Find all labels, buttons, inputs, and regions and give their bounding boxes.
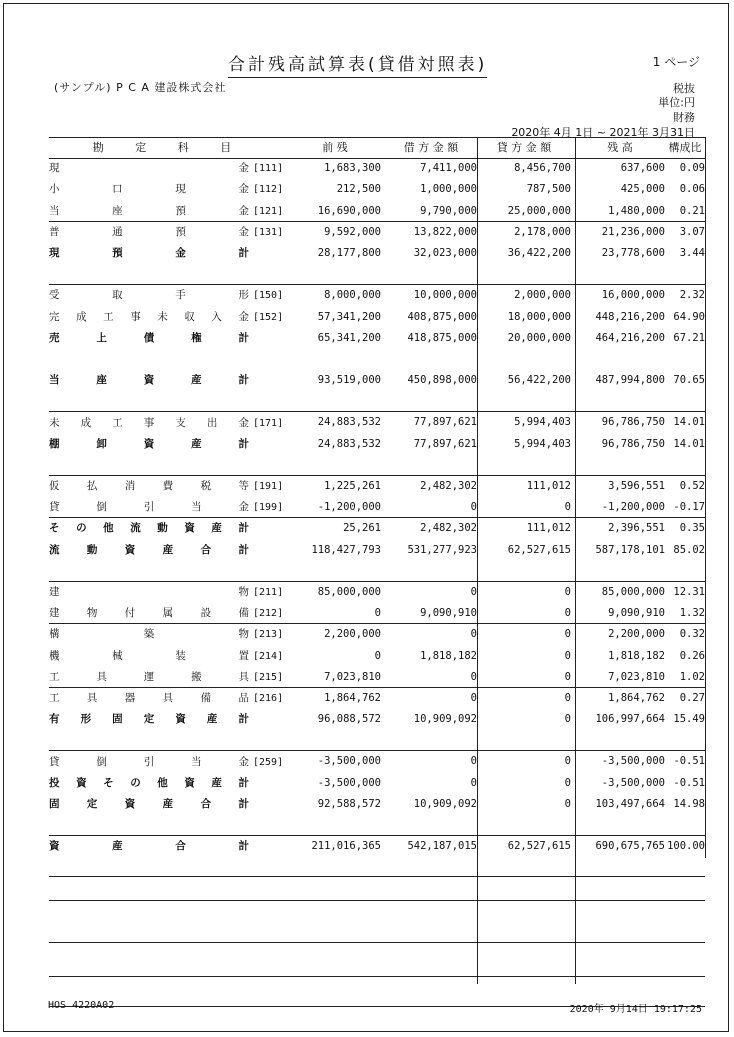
prev-balance-cell: -3,500,000: [317, 755, 381, 768]
credit-cell: 787,500: [526, 183, 571, 196]
prev-balance-cell: 212,500: [336, 183, 381, 196]
prev-balance-cell: 65,341,200: [317, 331, 381, 344]
credit-cell: 5,994,403: [514, 416, 571, 429]
account-code: [211]: [253, 587, 284, 599]
credit-cell: 0: [564, 501, 571, 514]
prev-balance-cell: 92,588,572: [317, 797, 381, 810]
ratio-cell: -0.51: [673, 755, 705, 768]
debit-cell: 0: [470, 755, 477, 768]
balance-cell: 587,178,101: [595, 543, 665, 556]
header-balance: 残 高: [607, 141, 633, 154]
ratio-cell: 67.21: [673, 331, 705, 344]
debit-cell: 0: [470, 628, 477, 641]
spacer-row: [49, 349, 705, 370]
account-name: 工 具 器 具 備 品: [49, 691, 249, 704]
account-cell: [49, 646, 289, 667]
account-cell: [49, 243, 289, 264]
ratio-cell: 2.32: [679, 289, 705, 302]
prev-balance-cell: 93,519,000: [317, 374, 381, 387]
credit-cell: 0: [564, 755, 571, 768]
account-cell: [49, 518, 289, 539]
prev-balance-cell: 7,023,810: [324, 670, 381, 683]
credit-cell: 5,994,403: [514, 437, 571, 450]
account-code: [213]: [253, 629, 284, 641]
account-code: [131]: [253, 226, 284, 238]
account-name: 工 具 運 搬 具: [49, 670, 249, 683]
table-row: [49, 307, 705, 328]
blank-rule: [49, 976, 705, 977]
credit-cell: 0: [564, 691, 571, 704]
table-row: [49, 836, 705, 857]
account-name: 有 形 固 定 資 産 計: [49, 713, 249, 726]
balance-cell: 2,200,000: [608, 628, 665, 641]
balance-cell: 106,997,664: [595, 713, 665, 726]
balance-cell: 1,818,182: [608, 649, 665, 662]
debit-cell: 13,822,000: [413, 225, 477, 238]
prev-balance-cell: 1,225,261: [324, 480, 381, 492]
table-header-row: [49, 137, 705, 158]
credit-cell: 111,012: [526, 522, 571, 535]
balance-cell: -1,200,000: [601, 501, 665, 514]
table-row: [49, 158, 705, 179]
balance-cell: 690,675,765: [595, 840, 665, 853]
balance-cell: 1,480,000: [608, 204, 665, 217]
account-cell: [49, 476, 289, 497]
credit-cell: 25,000,000: [507, 204, 571, 217]
table-row: [49, 328, 705, 349]
balance-cell: 96,786,750: [601, 416, 665, 429]
debit-cell: 7,411,000: [420, 162, 477, 175]
ratio-cell: 70.65: [673, 374, 705, 387]
table-row: [49, 603, 705, 624]
report-title: 合計残高試算表(貸借対照表): [228, 50, 487, 78]
account-name: 貸 倒 引 当 金: [49, 755, 249, 768]
balance-cell: 16,000,000: [601, 289, 665, 302]
spacer-row: [49, 455, 705, 476]
account-code: [214]: [253, 650, 284, 662]
table-row: [49, 434, 705, 455]
debit-cell: 10,909,092: [413, 797, 477, 810]
account-cell: [49, 836, 289, 857]
ratio-cell: -0.51: [673, 776, 705, 789]
credit-cell: 0: [564, 776, 571, 789]
ratio-cell: 1.32: [679, 607, 705, 620]
account-cell: [49, 201, 289, 222]
account-cell: [49, 582, 289, 603]
prev-balance-cell: 1,683,300: [324, 162, 381, 175]
account-name: 完 成 工 事 未 収 入 金: [49, 310, 249, 323]
account-name: 現 金: [49, 162, 249, 175]
table-row: [49, 412, 705, 433]
account-name: 棚 卸 資 産 計: [49, 437, 249, 450]
spacer-row: [49, 730, 705, 751]
header-account: 勘 定 科 目: [92, 141, 246, 155]
table-row: [49, 667, 705, 688]
debit-cell: 0: [470, 501, 477, 514]
ratio-cell: 0.35: [679, 522, 705, 535]
credit-cell: 0: [564, 797, 571, 810]
debit-cell: 1,000,000: [420, 183, 477, 196]
account-name: 未 成 工 事 支 出 金: [49, 416, 249, 429]
ratio-cell: 0.09: [679, 162, 705, 175]
debit-cell: 77,897,621: [413, 416, 477, 429]
account-code: [215]: [253, 671, 284, 683]
table-row: [49, 540, 705, 561]
debit-cell: 0: [470, 691, 477, 704]
prev-balance-cell: 211,016,365: [311, 840, 381, 853]
account-cell: [49, 794, 289, 815]
account-code: [216]: [253, 692, 284, 704]
prev-balance-cell: 25,261: [343, 522, 381, 535]
table-row: [49, 688, 705, 709]
prev-balance-cell: 96,088,572: [317, 713, 381, 726]
credit-cell: 2,178,000: [514, 225, 571, 238]
account-cell: [49, 624, 289, 645]
company-name: (サンプル) P C A 建設株式会社: [54, 81, 227, 94]
ratio-cell: 14.98: [673, 797, 705, 810]
debit-cell: 9,090,910: [420, 607, 477, 620]
currency-unit: 単位:円: [658, 96, 695, 109]
account-cell: [49, 497, 289, 518]
ratio-cell: 0.27: [679, 691, 705, 704]
prev-balance-cell: 28,177,800: [317, 246, 381, 259]
account-code: [121]: [253, 205, 284, 217]
spacer-row: [49, 815, 705, 836]
trial-balance-table: [49, 137, 705, 984]
account-name: 構 築 物: [49, 628, 249, 641]
balance-cell: -3,500,000: [601, 755, 665, 768]
account-name: 普 通 預 金: [49, 225, 249, 238]
account-cell: [49, 773, 289, 794]
prev-balance-cell: 0: [374, 649, 381, 662]
account-cell: [49, 540, 289, 561]
debit-cell: 542,187,015: [407, 840, 477, 853]
spacer-row: [49, 391, 705, 412]
account-name: 仮 払 消 費 税 等: [49, 480, 249, 493]
spacer-row: [49, 264, 705, 285]
balance-cell: 23,778,600: [601, 246, 665, 259]
credit-cell: 2,000,000: [514, 289, 571, 302]
print-timestamp: 2020年 9月14日 19:17:25: [569, 1004, 702, 1015]
prev-balance-cell: 1,864,762: [324, 691, 381, 704]
account-cell: [49, 412, 289, 433]
table-row: [49, 709, 705, 730]
table-row: [49, 476, 705, 497]
ratio-cell: -0.17: [673, 501, 705, 514]
blank-rule: [49, 900, 705, 901]
ratio-cell: 3.07: [679, 225, 705, 238]
account-cell: [49, 603, 289, 624]
balance-cell: 103,497,664: [595, 797, 665, 810]
report-page: [3, 3, 729, 1032]
balance-cell: 96,786,750: [601, 437, 665, 450]
table-row: [49, 794, 705, 815]
table-row: [49, 518, 705, 539]
credit-cell: 62,527,615: [507, 543, 571, 556]
debit-cell: 10,000,000: [413, 289, 477, 302]
debit-cell: 0: [470, 585, 477, 598]
debit-cell: 418,875,000: [407, 331, 477, 344]
balance-cell: 464,216,200: [595, 331, 665, 344]
table-row: [49, 624, 705, 645]
department: 財務: [673, 111, 695, 124]
table-row: [49, 370, 705, 391]
form-code: HOS 4220A02: [48, 1000, 115, 1011]
account-name: 当 座 預 金: [49, 204, 249, 217]
account-code: [171]: [253, 417, 284, 429]
ratio-cell: 12.31: [673, 585, 705, 598]
credit-cell: 20,000,000: [507, 331, 571, 344]
prev-balance-cell: 57,341,200: [317, 310, 381, 323]
account-name: 当 座 資 産 計: [49, 374, 249, 387]
debit-cell: 2,482,302: [420, 522, 477, 535]
balance-cell: -3,500,000: [601, 776, 665, 789]
account-cell: [49, 285, 289, 306]
ratio-cell: 100.00: [667, 840, 705, 853]
account-cell: [49, 370, 289, 391]
table-row: [49, 646, 705, 667]
account-cell: [49, 667, 289, 688]
account-name: 現 預 金 計: [49, 247, 249, 260]
prev-balance-cell: 24,883,532: [317, 437, 381, 450]
account-code: [150]: [253, 290, 284, 302]
credit-cell: 111,012: [526, 480, 571, 492]
ratio-cell: 14.01: [673, 416, 705, 429]
table-row: [49, 201, 705, 222]
credit-cell: 0: [564, 607, 571, 620]
column-divider: [477, 137, 478, 984]
table-row: [49, 285, 705, 306]
account-name: 建 物 付 属 設 備: [49, 607, 249, 620]
prev-balance-cell: -1,200,000: [317, 501, 381, 514]
balance-cell: 85,000,000: [601, 585, 665, 598]
prev-balance-cell: 8,000,000: [324, 289, 381, 302]
account-name: 貸 倒 引 当 金: [49, 501, 249, 514]
ratio-cell: 3.44: [679, 246, 705, 259]
ratio-cell: 64.90: [673, 310, 705, 323]
header-ratio: 構成比: [668, 141, 702, 154]
debit-cell: 2,482,302: [420, 480, 477, 492]
account-name: 受 取 手 形: [49, 289, 249, 302]
account-cell: [49, 751, 289, 772]
prev-balance-cell: 0: [374, 607, 381, 620]
spacer-row: [49, 561, 705, 582]
debit-cell: 9,790,000: [420, 204, 477, 217]
credit-cell: 0: [564, 713, 571, 726]
table-row: [49, 773, 705, 794]
balance-cell: 487,994,800: [595, 374, 665, 387]
balance-cell: 1,864,762: [608, 691, 665, 704]
balance-cell: 9,090,910: [608, 607, 665, 620]
table-top-rule: [49, 137, 705, 138]
page-number: 1 ページ: [652, 55, 700, 69]
debit-cell: 10,909,092: [413, 713, 477, 726]
account-name: 資 産 合 計: [49, 840, 249, 853]
credit-cell: 0: [564, 585, 571, 598]
table-row: [49, 582, 705, 603]
report-period: 2020年 4月 1日 ~ 2021年 3月31日: [511, 126, 695, 139]
header-debit: 借 方 金 額: [403, 141, 459, 154]
table-right-edge: [705, 137, 706, 858]
account-cell: [49, 328, 289, 349]
table-row: [49, 497, 705, 518]
prev-balance-cell: 2,200,000: [324, 628, 381, 641]
debit-cell: 408,875,000: [407, 310, 477, 323]
account-code: [111]: [253, 163, 284, 175]
account-cell: [49, 434, 289, 455]
balance-cell: 448,216,200: [595, 310, 665, 323]
account-code: [199]: [253, 502, 284, 514]
account-cell: [49, 179, 289, 200]
account-name: 固 定 資 産 合 計: [49, 797, 249, 810]
debit-cell: 77,897,621: [413, 437, 477, 450]
table-row: [49, 751, 705, 772]
ratio-cell: 0.21: [679, 204, 705, 217]
header-prev-balance: 前 残: [322, 141, 348, 154]
account-code: [212]: [253, 608, 284, 620]
account-name: 売 上 債 権 計: [49, 331, 249, 344]
account-code: [259]: [253, 756, 284, 768]
tax-basis: 税抜: [673, 82, 695, 95]
debit-cell: 0: [470, 670, 477, 683]
prev-balance-cell: 16,690,000: [317, 204, 381, 217]
debit-cell: 0: [470, 776, 477, 789]
ratio-cell: 1.02: [679, 670, 705, 683]
balance-cell: 637,600: [620, 162, 665, 175]
credit-cell: 62,527,615: [507, 840, 571, 853]
credit-cell: 56,422,200: [507, 374, 571, 387]
credit-cell: 8,456,700: [514, 162, 571, 175]
prev-balance-cell: 9,592,000: [324, 225, 381, 238]
account-name: 投 資 そ の 他 資 産 計: [49, 776, 249, 789]
account-name: 小 口 現 金: [49, 183, 249, 196]
ratio-cell: 14.01: [673, 437, 705, 450]
debit-cell: 450,898,000: [407, 374, 477, 387]
ratio-cell: 0.06: [679, 183, 705, 196]
prev-balance-cell: 118,427,793: [311, 543, 381, 556]
table-row: [49, 222, 705, 243]
account-name: 流 動 資 産 合 計: [49, 543, 249, 556]
ratio-cell: 0.52: [679, 480, 705, 492]
blank-rule: [49, 942, 705, 943]
debit-cell: 531,277,923: [407, 543, 477, 556]
account-cell: [49, 307, 289, 328]
account-code: [112]: [253, 184, 284, 196]
account-code: [191]: [253, 481, 284, 493]
credit-cell: 0: [564, 649, 571, 662]
table-row: [49, 243, 705, 264]
debit-cell: 1,818,182: [420, 649, 477, 662]
credit-cell: 0: [564, 670, 571, 683]
prev-balance-cell: -3,500,000: [317, 776, 381, 789]
credit-cell: 18,000,000: [507, 310, 571, 323]
account-name: 機 械 装 置: [49, 649, 249, 662]
account-code: [152]: [253, 311, 284, 323]
account-name: そ の 他 流 動 資 産 計: [49, 522, 249, 535]
prev-balance-cell: 85,000,000: [317, 585, 381, 598]
balance-cell: 21,236,000: [601, 225, 665, 238]
credit-cell: 0: [564, 628, 571, 641]
ratio-cell: 0.32: [679, 628, 705, 641]
blank-rule: [49, 876, 705, 877]
credit-cell: 36,422,200: [507, 246, 571, 259]
account-name: 建 物: [49, 586, 249, 599]
prev-balance-cell: 24,883,532: [317, 416, 381, 429]
balance-cell: 425,000: [620, 183, 665, 196]
column-divider: [575, 137, 576, 984]
debit-cell: 32,023,000: [413, 246, 477, 259]
balance-cell: 2,396,551: [608, 522, 665, 535]
table-row: [49, 179, 705, 200]
header-credit: 貸 方 金 額: [496, 141, 552, 154]
ratio-cell: 0.26: [679, 649, 705, 662]
header-rule: [49, 158, 705, 159]
account-cell: [49, 222, 289, 243]
account-cell: [49, 709, 289, 730]
balance-cell: 7,023,810: [608, 670, 665, 683]
balance-cell: 3,596,551: [608, 480, 665, 492]
ratio-cell: 85.02: [673, 543, 705, 556]
account-cell: [49, 158, 289, 179]
account-cell: [49, 688, 289, 709]
ratio-cell: 15.49: [673, 713, 705, 726]
